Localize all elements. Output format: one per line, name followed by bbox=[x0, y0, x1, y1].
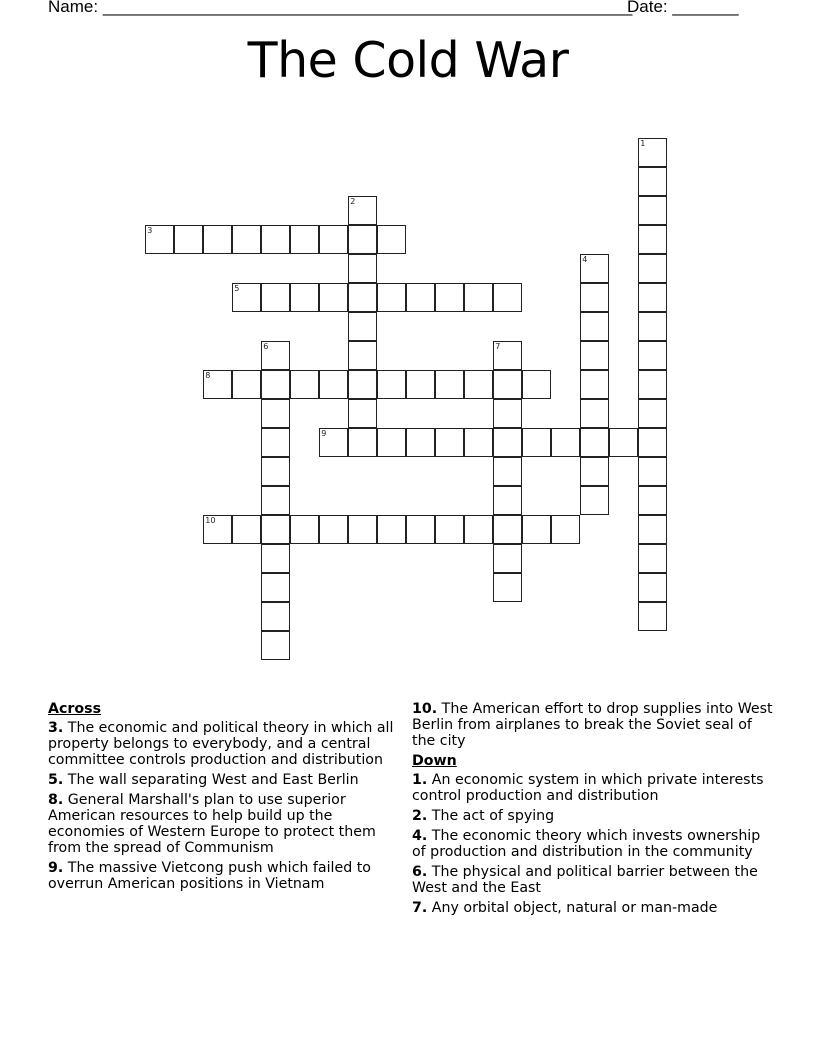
grid-cell[interactable] bbox=[261, 544, 290, 573]
date-label: Date: bbox=[627, 0, 668, 16]
grid-cell[interactable] bbox=[493, 544, 522, 573]
grid-cell[interactable] bbox=[638, 486, 667, 515]
clue-number: 2. bbox=[412, 808, 428, 824]
clue-number: 5. bbox=[48, 772, 64, 788]
grid-cell[interactable] bbox=[609, 428, 638, 457]
grid-cell[interactable] bbox=[580, 428, 609, 457]
grid-cell[interactable] bbox=[174, 225, 203, 254]
clue-number-label: 6 bbox=[263, 342, 269, 352]
grid-cell[interactable] bbox=[493, 399, 522, 428]
grid-cell[interactable] bbox=[319, 370, 348, 399]
clue-number: 9. bbox=[48, 860, 64, 876]
clue-down-1 bbox=[412, 772, 774, 804]
grid-cell[interactable] bbox=[319, 283, 348, 312]
grid-cell[interactable] bbox=[638, 283, 667, 312]
clue-number-label: 4 bbox=[582, 255, 588, 265]
grid-cell[interactable] bbox=[638, 370, 667, 399]
grid-cell[interactable] bbox=[348, 254, 377, 283]
clue-number-label: 1 bbox=[640, 139, 646, 149]
grid-cell[interactable] bbox=[348, 283, 377, 312]
grid-cell[interactable] bbox=[493, 515, 522, 544]
grid-cell[interactable] bbox=[319, 428, 348, 457]
grid-cell[interactable] bbox=[261, 428, 290, 457]
grid-cell[interactable] bbox=[522, 515, 551, 544]
grid-cell[interactable] bbox=[290, 370, 319, 399]
grid-cell[interactable] bbox=[261, 486, 290, 515]
grid-cell[interactable] bbox=[580, 254, 609, 283]
clue-number: 10. bbox=[412, 701, 438, 717]
clue-text: The act of spying bbox=[431, 808, 555, 824]
grid-cell[interactable] bbox=[638, 312, 667, 341]
grid-cell[interactable] bbox=[638, 254, 667, 283]
grid-cell[interactable] bbox=[377, 515, 406, 544]
grid-cell[interactable] bbox=[406, 370, 435, 399]
clue-number-label: 5 bbox=[234, 284, 240, 294]
grid-cell[interactable] bbox=[203, 225, 232, 254]
clue-text: Any orbital object, natural or man-made bbox=[431, 900, 718, 916]
clue-text: The wall separating West and East Berlin bbox=[67, 772, 359, 788]
clue-number-label: 3 bbox=[147, 226, 153, 236]
grid-cell[interactable] bbox=[638, 399, 667, 428]
grid-cell[interactable] bbox=[203, 370, 232, 399]
clue-text: The massive Vietcong push which failed to overrun American positions in Vietnam bbox=[48, 860, 371, 892]
grid-cell[interactable] bbox=[493, 457, 522, 486]
grid-cell[interactable] bbox=[580, 486, 609, 515]
grid-cell[interactable] bbox=[522, 428, 551, 457]
clues-column-right bbox=[412, 701, 774, 920]
grid-cell[interactable] bbox=[261, 457, 290, 486]
grid-cell[interactable] bbox=[261, 225, 290, 254]
clue-number-label: 2 bbox=[350, 197, 356, 207]
grid-cell[interactable] bbox=[464, 515, 493, 544]
grid-cell[interactable] bbox=[551, 515, 580, 544]
grid-cell[interactable] bbox=[377, 283, 406, 312]
grid-cell[interactable] bbox=[580, 283, 609, 312]
clue-number-label: 8 bbox=[205, 371, 211, 381]
clue-down-4 bbox=[412, 828, 774, 860]
date-blank[interactable]: _______ bbox=[672, 0, 739, 16]
grid-cell[interactable] bbox=[435, 428, 464, 457]
grid-cell[interactable] bbox=[377, 370, 406, 399]
grid-cell[interactable] bbox=[638, 602, 667, 631]
clue-across-8 bbox=[48, 792, 408, 856]
grid-cell[interactable] bbox=[493, 341, 522, 370]
grid-cell[interactable] bbox=[377, 428, 406, 457]
grid-cell[interactable] bbox=[261, 341, 290, 370]
name-blank[interactable]: ________________________________________________________ bbox=[102, 0, 633, 16]
grid-cell[interactable] bbox=[638, 196, 667, 225]
grid-cell[interactable] bbox=[580, 457, 609, 486]
grid-cell[interactable] bbox=[232, 370, 261, 399]
grid-cell[interactable] bbox=[580, 370, 609, 399]
clue-number: 7. bbox=[412, 900, 428, 916]
clue-text: The economic theory which invests ownership of production and distribution in the community bbox=[412, 828, 761, 860]
grid-cell[interactable] bbox=[580, 312, 609, 341]
grid-cell[interactable] bbox=[348, 341, 377, 370]
clue-text: The physical and political barrier between the West and the East bbox=[412, 864, 758, 896]
grid-cell[interactable] bbox=[638, 457, 667, 486]
clue-down-2 bbox=[412, 808, 774, 824]
grid-cell[interactable] bbox=[348, 312, 377, 341]
grid-cell[interactable] bbox=[406, 515, 435, 544]
grid-cell[interactable] bbox=[493, 370, 522, 399]
grid-cell[interactable] bbox=[493, 573, 522, 602]
grid-cell[interactable] bbox=[638, 167, 667, 196]
clue-down-6 bbox=[412, 864, 774, 896]
page-title: The Cold War bbox=[247, 32, 569, 89]
grid-cell[interactable] bbox=[232, 283, 261, 312]
grid-cell[interactable] bbox=[493, 486, 522, 515]
grid-cell[interactable] bbox=[435, 515, 464, 544]
grid-cell[interactable] bbox=[261, 631, 290, 660]
clue-number: 4. bbox=[412, 828, 428, 844]
grid-cell[interactable] bbox=[348, 225, 377, 254]
grid-cell[interactable] bbox=[551, 428, 580, 457]
grid-cell[interactable] bbox=[261, 370, 290, 399]
name-label: Name: bbox=[48, 0, 99, 16]
grid-cell[interactable] bbox=[580, 399, 609, 428]
grid-cell[interactable] bbox=[348, 515, 377, 544]
clue-across-9 bbox=[48, 860, 408, 892]
grid-cell[interactable] bbox=[348, 370, 377, 399]
grid-cell[interactable] bbox=[348, 428, 377, 457]
grid-cell[interactable] bbox=[232, 515, 261, 544]
clues-column-left bbox=[48, 701, 408, 896]
grid-cell[interactable] bbox=[464, 428, 493, 457]
grid-cell[interactable] bbox=[232, 225, 261, 254]
grid-cell[interactable] bbox=[464, 370, 493, 399]
grid-cell[interactable] bbox=[638, 341, 667, 370]
clue-number: 8. bbox=[48, 792, 64, 808]
grid-cell[interactable] bbox=[638, 138, 667, 167]
grid-cell[interactable] bbox=[638, 225, 667, 254]
clue-number-label: 7 bbox=[495, 342, 501, 352]
grid-cell[interactable] bbox=[580, 341, 609, 370]
clue-text: An economic system in which private interests control production and distribution bbox=[412, 772, 764, 804]
grid-cell[interactable] bbox=[203, 515, 232, 544]
grid-cell[interactable] bbox=[522, 370, 551, 399]
grid-cell[interactable] bbox=[406, 283, 435, 312]
grid-cell[interactable] bbox=[464, 283, 493, 312]
grid-cell[interactable] bbox=[290, 283, 319, 312]
clue-text: General Marshall's plan to use superior American resources to help build up the economies of Western Europe to protect them from the spread of Communism bbox=[48, 792, 376, 856]
grid-cell[interactable] bbox=[406, 428, 435, 457]
grid-cell[interactable] bbox=[290, 225, 319, 254]
grid-cell[interactable] bbox=[261, 602, 290, 631]
grid-cell[interactable] bbox=[261, 399, 290, 428]
grid-cell[interactable] bbox=[638, 515, 667, 544]
clue-across-5 bbox=[48, 772, 408, 788]
clue-across-3 bbox=[48, 720, 408, 768]
grid-cell[interactable] bbox=[493, 283, 522, 312]
grid-cell[interactable] bbox=[261, 515, 290, 544]
grid-cell[interactable] bbox=[493, 428, 522, 457]
grid-cell[interactable] bbox=[348, 399, 377, 428]
clue-across-10 bbox=[412, 701, 774, 749]
grid-cell[interactable] bbox=[435, 283, 464, 312]
clue-number-label: 10 bbox=[205, 516, 216, 526]
grid-cell[interactable] bbox=[319, 515, 348, 544]
clue-number: 1. bbox=[412, 772, 428, 788]
grid-cell[interactable] bbox=[290, 515, 319, 544]
clue-down-7 bbox=[412, 900, 774, 916]
grid-cell[interactable] bbox=[435, 370, 464, 399]
clue-number: 6. bbox=[412, 864, 428, 880]
grid-cell[interactable] bbox=[145, 225, 174, 254]
grid-cell[interactable] bbox=[638, 544, 667, 573]
grid-cell[interactable] bbox=[261, 573, 290, 602]
grid-cell[interactable] bbox=[261, 283, 290, 312]
grid-cell[interactable] bbox=[638, 573, 667, 602]
clue-text: The American effort to drop supplies into West Berlin from airplanes to break the Soviet seal of the city bbox=[412, 701, 773, 749]
grid-cell[interactable] bbox=[348, 196, 377, 225]
clue-text: The economic and political theory in which all property belongs to everybody, and a central committee controls production and distribution bbox=[48, 720, 394, 768]
down-heading: Down bbox=[412, 753, 457, 769]
across-heading: Across bbox=[48, 701, 102, 717]
clue-number-label: 9 bbox=[321, 429, 327, 439]
grid-cell[interactable] bbox=[377, 225, 406, 254]
grid-cell[interactable] bbox=[319, 225, 348, 254]
clue-number: 3. bbox=[48, 720, 64, 736]
grid-cell[interactable] bbox=[638, 428, 667, 457]
